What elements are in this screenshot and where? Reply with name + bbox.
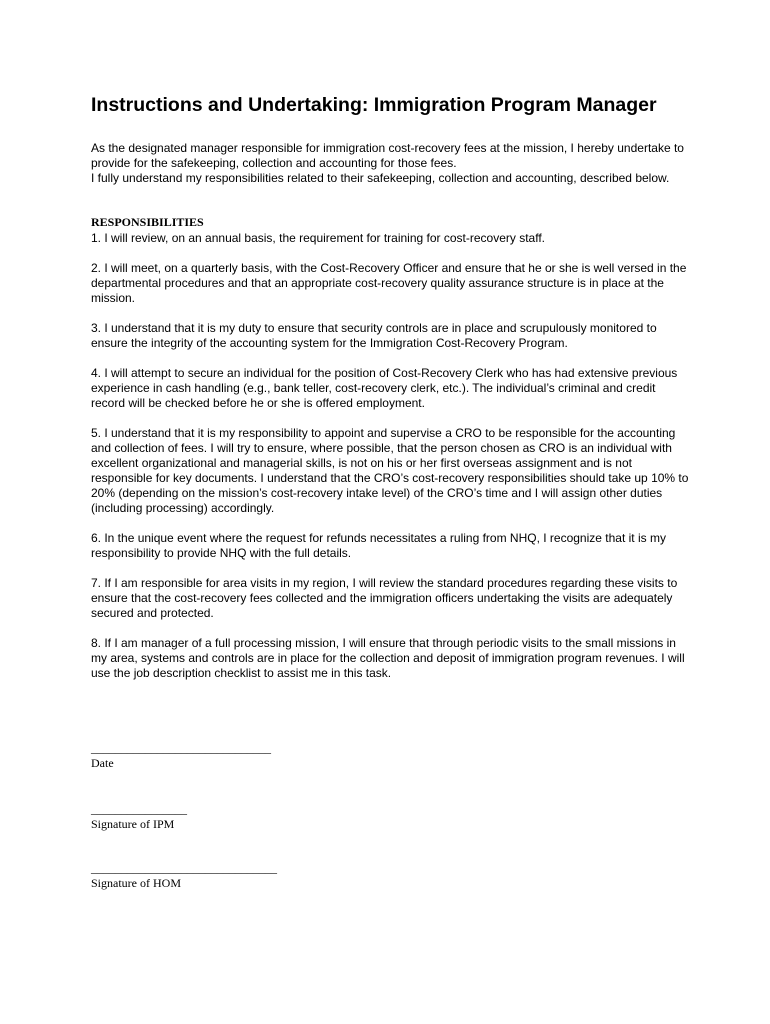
responsibilities-heading: RESPONSIBILITIES	[91, 215, 204, 229]
responsibility-item-5: 5. I understand that it is my responsibility to appoint and supervise a CRO to be responsible for the accounting and collection of fees. I will try to ensure, where possible, that the person chosen as CRO is an individual with excellent organizational and managerial skills, is not on his or her first overseas assignment and is not responsible for key documents. I understand that the CRO’s cost-recovery responsibilities should take up 10% to 20% (depending on the mission’s cost-recovery intake level) of the CRO’s time and I will assign other duties (including processing) accordingly.	[91, 426, 689, 515]
responsibility-item-2: 2. I will meet, on a quarterly basis, with the Cost-Recovery Officer and ensure that he or she is well versed in the departmental procedures and that an appropriate cost-recovery quality assurance structure is in place at the mission.	[91, 261, 687, 305]
ipm-signature-label: Signature of IPM	[91, 817, 175, 831]
hom-signature-label: Signature of HOM	[91, 876, 181, 890]
ipm-signature-line: ________________	[91, 802, 187, 816]
date-label: Date	[91, 756, 114, 770]
responsibility-item-8: 8. If I am manager of a full processing mission, I will ensure that through periodic visits to the small missions in my area, systems and controls are in place for the collection and deposit of immigration program revenues. I will use the job description checklist to assist me in this task.	[91, 636, 685, 680]
date-line: ______________________________	[91, 741, 271, 755]
hom-signature-line: _______________________________	[91, 861, 277, 875]
hom-signature-block	[91, 861, 277, 891]
responsibility-item-1: 1. I will review, on an annual basis, the requirement for training for cost-recovery staff.	[91, 231, 545, 245]
intro-paragraph-1: As the designated manager responsible for immigration cost-recovery fees at the mission, I hereby undertake to provide for the safekeeping, collection and accounting for those fees.	[91, 141, 684, 170]
responsibility-item-4: 4. I will attempt to secure an individual for the position of Cost-Recovery Clerk who has had extensive previous experience in cash handling (e.g., bank teller, cost-recovery clerk, etc.). The individual’s criminal and credit record will be checked before he or she is offered employment.	[91, 366, 678, 410]
responsibility-item-7: 7. If I am responsible for area visits in my region, I will review the standard procedures regarding these visits to ensure that the cost-recovery fees collected and the immigration officers undertaking the visits are adequately secured and protected.	[91, 576, 678, 620]
responsibility-item-6: 6. In the unique event where the request for refunds necessitates a ruling from NHQ, I recognize that it is my responsibility to provide NHQ with the full details.	[91, 531, 666, 560]
date-signature-block	[91, 741, 271, 771]
responsibility-item-3: 3. I understand that it is my duty to ensure that security controls are in place and scrupulously monitored to ensure the integrity of the accounting system for the Immigration Cost-Recovery Program.	[91, 321, 657, 350]
document-title: Instructions and Undertaking: Immigration Program Manager	[91, 94, 657, 116]
intro-paragraph-2: I fully understand my responsibilities related to their safekeeping, collection and accounting, described below.	[91, 171, 670, 185]
ipm-signature-block	[91, 802, 187, 832]
intro-section	[91, 141, 691, 186]
responsibilities-list	[91, 231, 691, 696]
